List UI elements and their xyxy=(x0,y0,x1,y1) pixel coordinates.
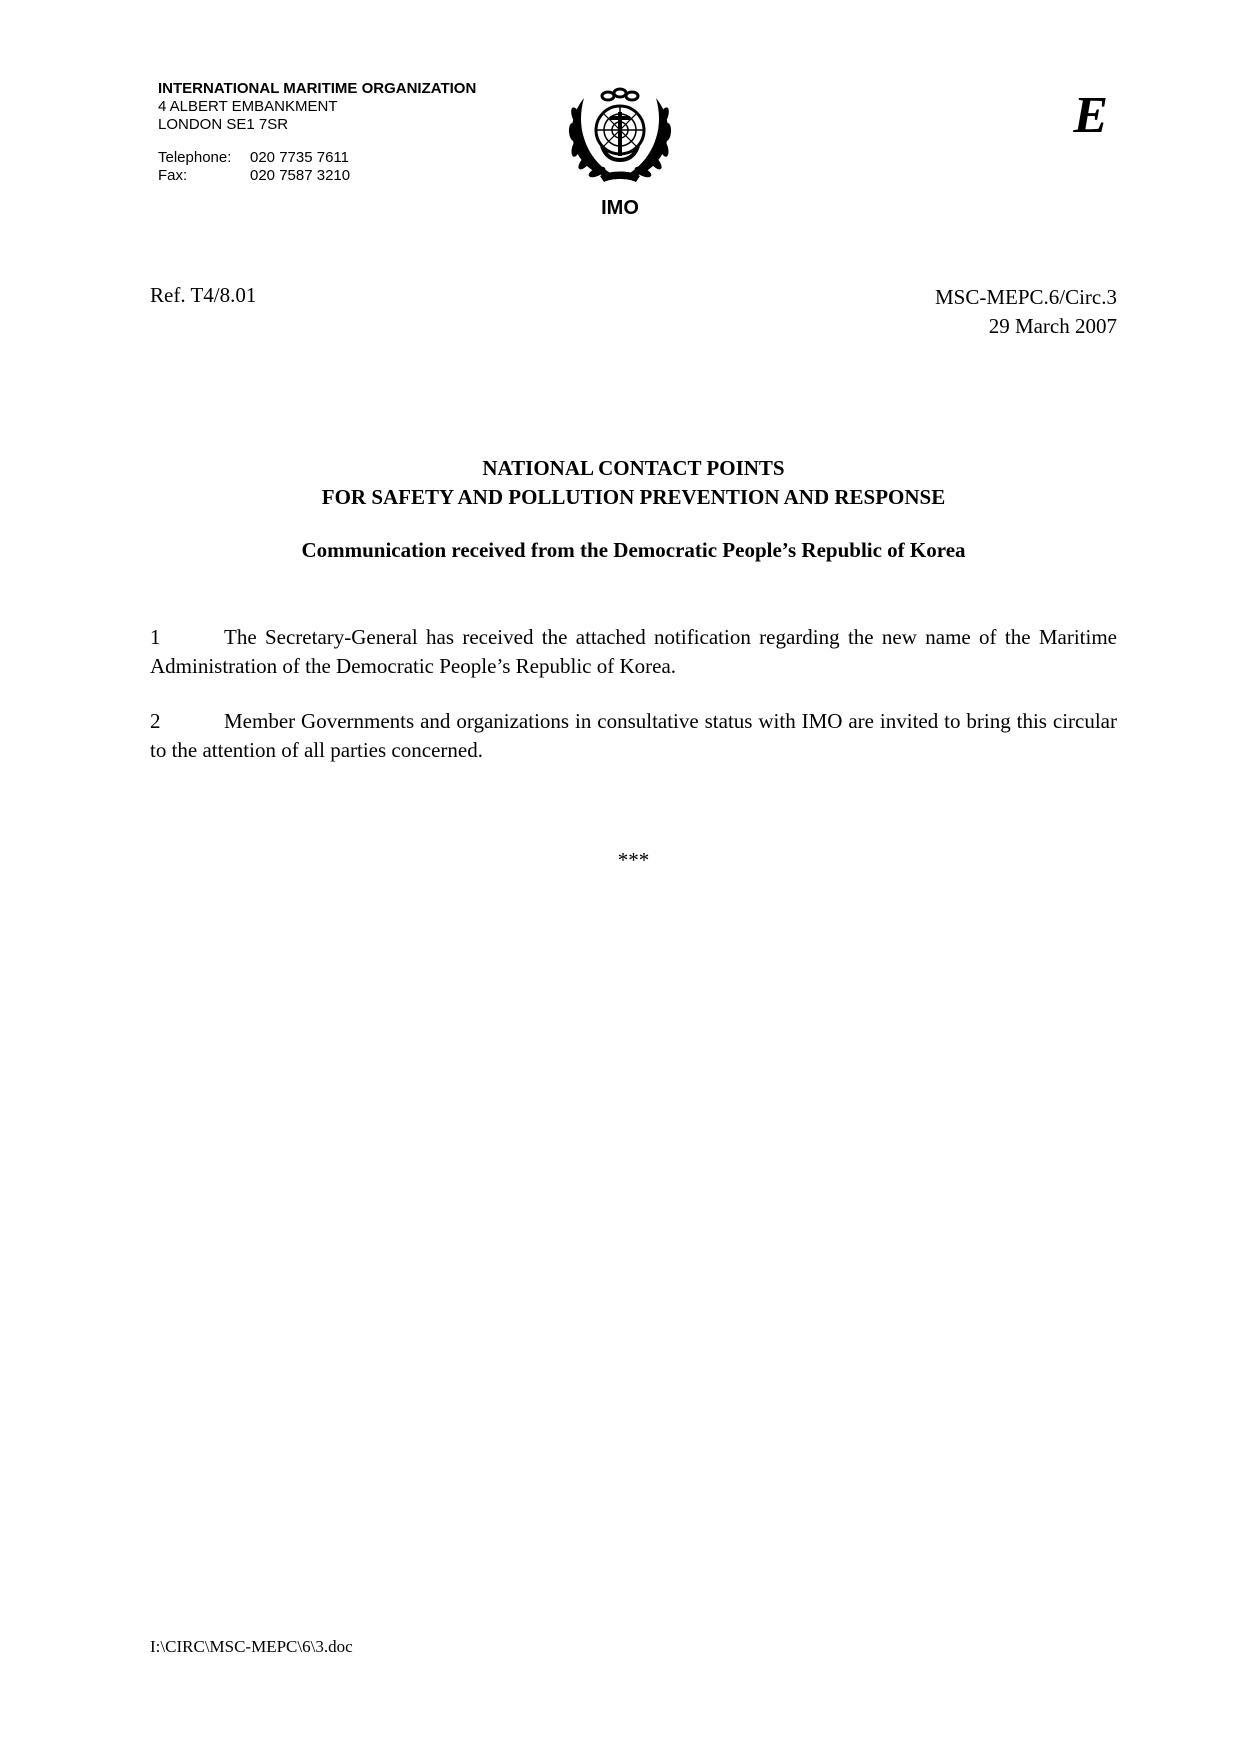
document-subtitle: Communication received from the Democratic People’s Republic of Korea xyxy=(301,538,966,562)
organization-header xyxy=(158,80,476,185)
title-line-2: FOR SAFETY AND POLLUTION PREVENTION AND RESPONSE xyxy=(321,485,946,509)
paragraph-number: 1 xyxy=(150,625,161,649)
document-number: MSC-MEPC.6/Circ.3 xyxy=(934,285,1117,309)
reference-number: Ref. T4/8.01 xyxy=(150,283,257,307)
telephone-row xyxy=(158,149,350,167)
address-line-2: LONDON SE1 7SR xyxy=(158,116,289,133)
paragraph-text: Member Governments and organizations in consultative status with IMO are invited to bring this circular to the attention of all parties concerned. xyxy=(150,709,1117,762)
fax-label: Fax: xyxy=(158,167,188,184)
telephone-label: Telephone: xyxy=(158,149,232,166)
document-date: 29 March 2007 xyxy=(988,314,1117,338)
language-mark: E xyxy=(1073,87,1108,144)
title-line-1: NATIONAL CONTACT POINTS xyxy=(482,456,785,480)
address-line-1: 4 ALBERT EMBANKMENT xyxy=(158,98,338,115)
section-separator: *** xyxy=(617,848,650,872)
contact-table xyxy=(158,149,350,185)
fax-value: 020 7587 3210 xyxy=(250,167,351,184)
logo-label: IMO xyxy=(601,197,639,219)
fax-row xyxy=(158,167,350,185)
document-title xyxy=(150,454,1117,512)
document-reference xyxy=(935,283,1117,341)
imo-emblem-icon xyxy=(560,86,680,186)
paragraph-number: 2 xyxy=(150,709,161,733)
telephone-value: 020 7735 7611 xyxy=(250,149,349,166)
paragraph xyxy=(150,707,1117,765)
organization-name: INTERNATIONAL MARITIME ORGANIZATION xyxy=(158,80,477,97)
paragraph xyxy=(150,623,1117,681)
paragraph-text: The Secretary-General has received the attached notification regarding the new name of the Maritime Administration of the Democratic People’s Republic of Korea. xyxy=(150,625,1117,678)
file-path-footer: I:\CIRC\MSC-MEPC\6\3.doc xyxy=(150,1637,353,1656)
